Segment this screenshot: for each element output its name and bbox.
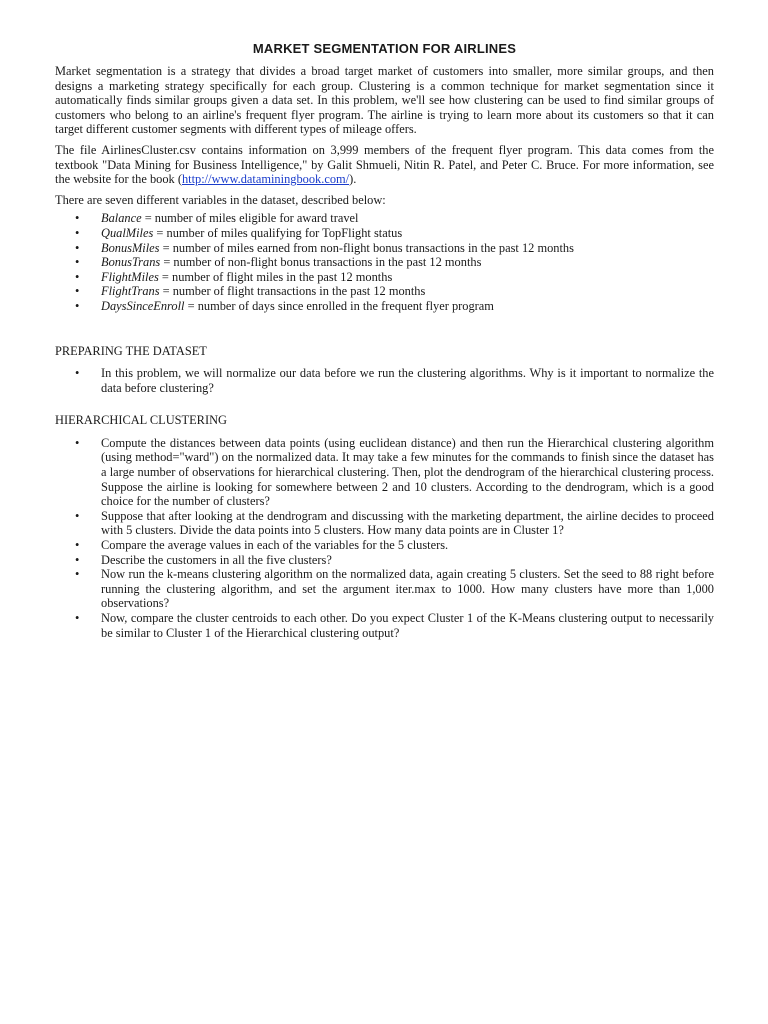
variables-list	[55, 211, 714, 313]
section-heading-hierarchical: HIERARCHICAL CLUSTERING	[55, 413, 227, 428]
bullet-icon: •	[75, 435, 80, 450]
list-item-text: Now, compare the cluster centroids to each other. Do you expect Cluster 1 of the K-Means clustering output to necessarily be similar to Cluster 1 of the Hierarchical clustering output?	[101, 611, 714, 640]
bullet-icon: •	[75, 269, 80, 284]
variable-item-flightmiles	[55, 270, 714, 285]
list-item-text: Compute the distances between data points (using euclidean distance) and then run the Hierarchical clustering algorithm (using method="ward") on the normalized data. It may take a few minutes for the commands to finish since the dataset has a large number of observations for hierarchical clustering. Then, plot the dendrogram of the hierarchical clustering process. Suppose the airline is looking for somewhere between 2 and 10 clusters. According to the dendrogram, which is a good choice for the number of clusters?	[101, 435, 714, 509]
section-heading-preparing: PREPARING THE DATASET	[55, 343, 207, 358]
bullet-icon: •	[75, 240, 80, 255]
list-item	[55, 436, 714, 509]
list-item	[55, 366, 714, 395]
variable-name: Balance	[101, 211, 142, 226]
list-item-text: Suppose that after looking at the dendrogram and discussing with the marketing department, the airline decides to proceed with 5 clusters. Divide the data points into 5 clusters. How many data points are in Cluster 1?	[101, 508, 714, 538]
variable-desc: = number of flight miles in the past 12 months	[158, 269, 393, 284]
variable-item-dayssinceenroll	[55, 299, 714, 314]
document-content	[55, 40, 714, 640]
variable-item-balance	[55, 211, 714, 226]
list-item-text: Describe the customers in all the five clusters?	[101, 552, 332, 567]
variable-name: FlightTrans	[101, 284, 160, 299]
variable-name: QualMiles	[101, 225, 154, 240]
variable-desc: = number of miles earned from non-flight bonus transactions in the past 12 months	[159, 240, 574, 255]
variable-desc: = number of flight transactions in the past 12 months	[159, 284, 426, 299]
variables-intro: There are seven different variables in the dataset, described below:	[55, 192, 386, 207]
variable-desc: = number of days since enrolled in the frequent flyer program	[184, 298, 494, 313]
bullet-icon: •	[75, 611, 80, 625]
book-website-link[interactable]: http://www.dataminingbook.com/	[181, 172, 350, 187]
variable-desc: = number of non-flight bonus transactions in the past 12 months	[160, 255, 482, 270]
bullet-icon: •	[75, 567, 80, 582]
file-paragraph-text: The file AirlinesCluster.csv contains information on 3,999 members of the frequent flyer program. This data comes from the textbook "Data Mining for Business Intelligence," by Galit Shmueli, Nitin R. Patel, and Peter C. Bruce. For more information, see the website for the book (	[55, 142, 714, 187]
file-paragraph	[55, 143, 714, 187]
bullet-icon: •	[75, 538, 80, 553]
variable-item-qualmiles	[55, 226, 714, 241]
variable-desc: = number of miles qualifying for TopFlight status	[153, 225, 403, 240]
bullet-icon: •	[75, 225, 80, 240]
variable-desc: = number of miles eligible for award travel	[141, 211, 359, 226]
document-title: MARKET SEGMENTATION FOR AIRLINES	[252, 41, 517, 56]
list-item-text: Now run the k-means clustering algorithm on the normalized data, again creating 5 clusters. Set the seed to 88 right before running the clustering algorithm, and set the argument iter.max to 1000. How many clusters have more than 1,000 observations?	[101, 567, 714, 611]
variable-item-bonustrans	[55, 255, 714, 270]
variable-name: FlightMiles	[101, 269, 159, 284]
file-paragraph-close: ).	[349, 172, 357, 187]
intro-paragraph: Market segmentation is a strategy that divides a broad target market of customers into smaller, more similar groups, and then designs a marketing strategy specifically for each group. Clustering is a common technique for market segmentation since it automatically finds similar groups given a data set. In this problem, we'll see how clustering can be used to find similar groups of customers who belong to an airline's frequent flyer program. The airline is trying to learn more about its customers so that it can target different customer segments with different types of mileage offers.	[55, 64, 714, 137]
variable-item-flighttrans	[55, 284, 714, 299]
variable-name: DaysSinceEnroll	[101, 298, 185, 313]
hierarchical-list	[55, 436, 714, 640]
list-item-text: Compare the average values in each of the variables for the 5 clusters.	[101, 538, 449, 553]
list-item	[55, 509, 714, 538]
list-item-text: In this problem, we will normalize our data before we run the clustering algorithms. Why is it important to normalize the data before clustering?	[101, 366, 714, 395]
variable-item-bonusmiles	[55, 241, 714, 256]
list-item	[55, 567, 714, 611]
bullet-icon: •	[75, 552, 80, 567]
bullet-icon: •	[75, 284, 80, 299]
bullet-icon: •	[75, 508, 80, 523]
bullet-icon: •	[75, 366, 80, 381]
bullet-icon: •	[75, 255, 80, 270]
bullet-icon: •	[75, 298, 80, 313]
variable-name: BonusTrans	[101, 255, 161, 270]
list-item	[55, 611, 714, 640]
list-item	[55, 538, 714, 553]
list-item	[55, 553, 714, 568]
variable-name: BonusMiles	[101, 240, 160, 255]
bullet-icon: •	[75, 211, 80, 226]
preparing-list	[55, 366, 714, 395]
